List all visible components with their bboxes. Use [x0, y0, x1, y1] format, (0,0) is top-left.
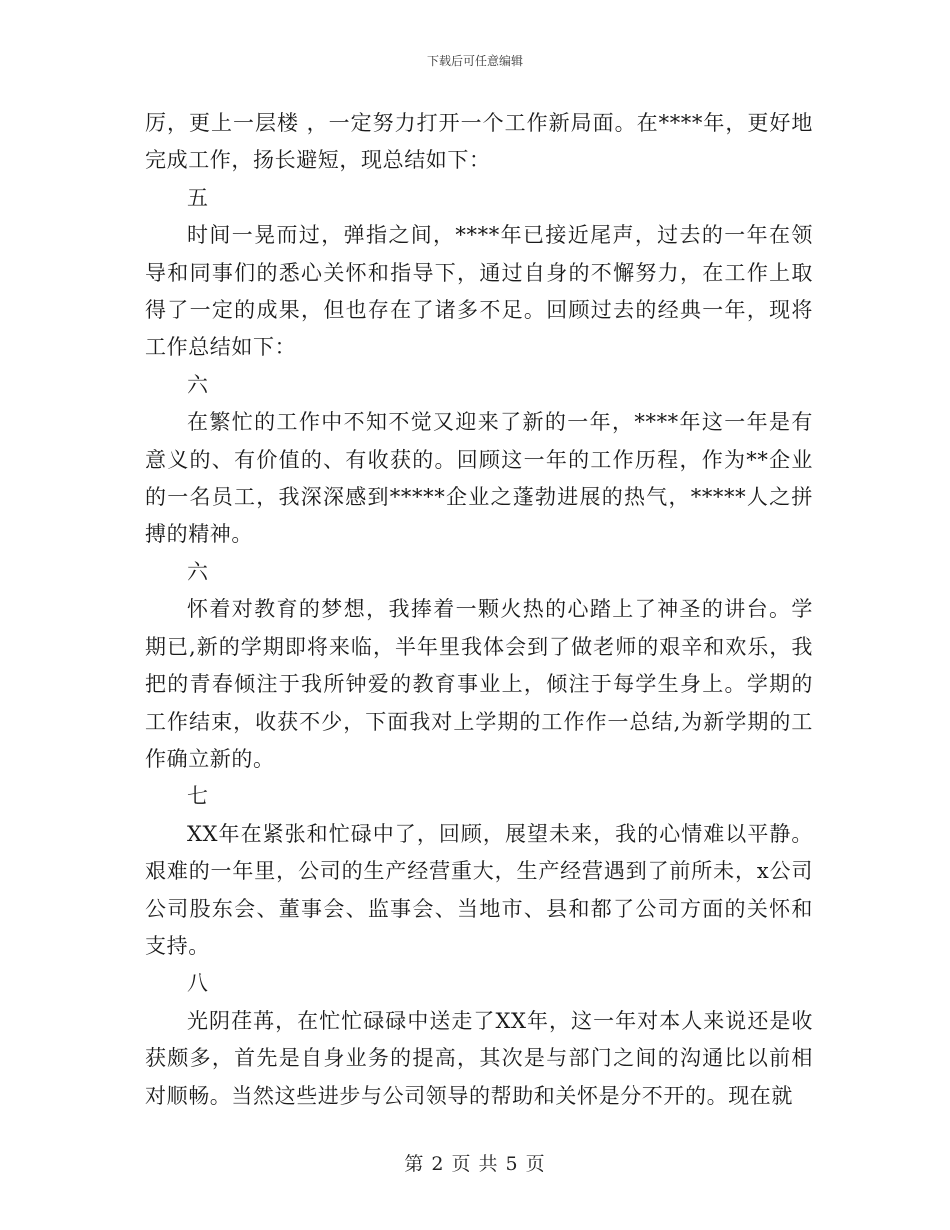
paragraph: 时间一晃而过，弹指之间，****年已接近尾声，过去的一年在领导和同事们的悉心关怀和指导下，通过自身的不懈努力，在工作上取得了一定的成果，但也存在了诸多不足。回顾过去的经典一年，现将工作总结如下： [145, 223, 813, 360]
section-heading: 八 [187, 971, 208, 996]
section-heading: 六 [187, 559, 208, 584]
section-heading: 五 [187, 185, 208, 210]
page-header: 下载后可任意编辑 [426, 54, 523, 68]
paragraph-continued: 厉，更上一层楼 ，一定努力打开一个工作新局面。在****年，更好地完成工作，扬长避短，现总结如下： [145, 111, 813, 173]
paragraph: 怀着对教育的梦想，我捧着一颗火热的心踏上了神圣的讲台。学期已,新的学期即将来临，半年里我体会到了做老师的艰辛和欢乐，我把的青春倾注于我所钟爱的教育事业上，倾注于每学生身上。学期的工作结束，收获不少，下面我对上学期的工作作一总结,为新学期的工作确立新的。 [145, 597, 813, 771]
paragraph: XX年在紧张和忙碌中了，回顾，展望未来，我的心情难以平静。艰难的一年里，公司的生产经营重大，生产经营遇到了前所未，x公司公司股东会、董事会、监事会、当地市、县和都了公司方面的关怀和支持。 [145, 821, 813, 958]
section-heading: 六 [187, 372, 208, 397]
paragraph: 在繁忙的工作中不知不觉又迎来了新的一年，****年这一年是有意义的、有价值的、有收获的。回顾这一年的工作历程，作为**企业的一名员工，我深深感到*****企业之蓬勃进展的热气，*****人之拼搏的精神。 [145, 410, 813, 547]
document-body [145, 105, 813, 1115]
paragraph: 光阴荏苒，在忙忙碌碌中送走了XX年，这一年对本人来说还是收获颇多，首先是自身业务的提高，其次是与部门之间的沟通比以前相对顺畅。当然这些进步与公司领导的帮助和关怀是分不开的。现在就 [145, 1008, 813, 1108]
section-heading: 七 [187, 784, 208, 809]
page-footer: 第 2 页 共 5 页 [404, 1153, 546, 1175]
